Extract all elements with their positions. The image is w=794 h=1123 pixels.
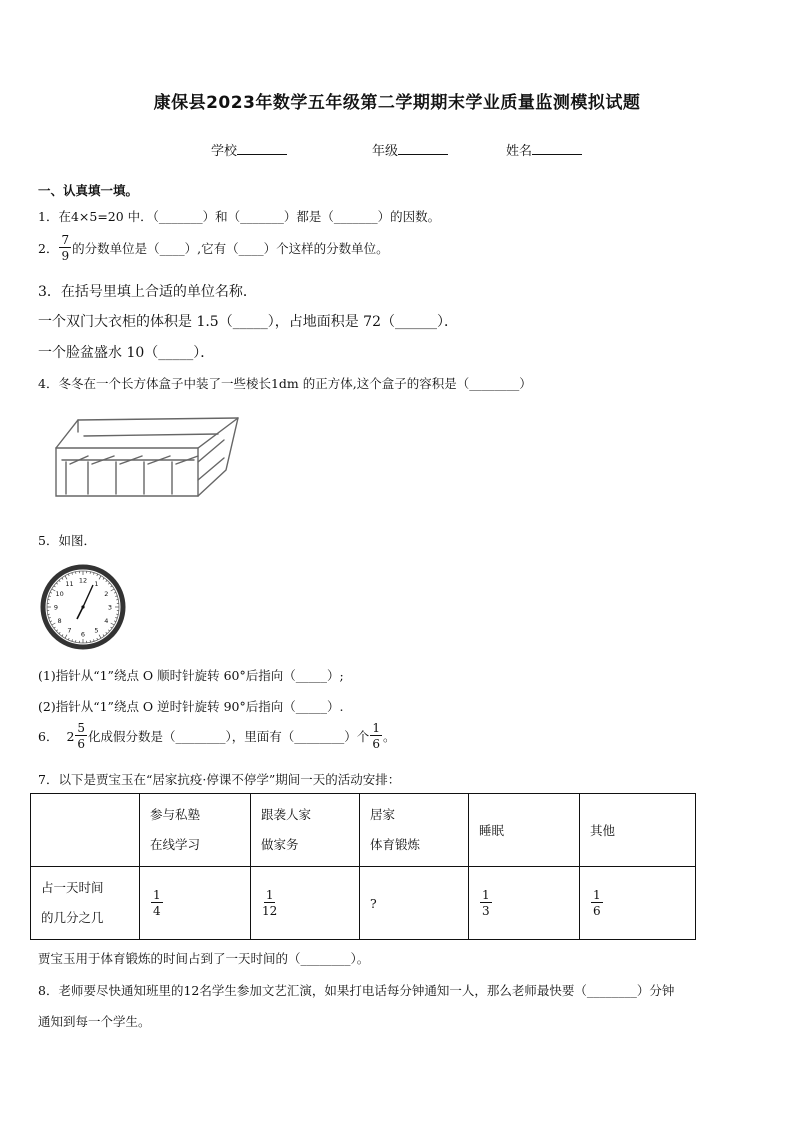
- clock-number: 3: [107, 603, 113, 612]
- table-header-cell: [580, 794, 696, 867]
- clock-number: 6: [80, 630, 86, 639]
- grade-label: 年级: [372, 144, 399, 159]
- table-header-cell: [251, 794, 360, 867]
- q6-end: 。: [382, 729, 396, 744]
- question-8-line-2: 通知到每一个学生。: [38, 1014, 151, 1029]
- question-6: [38, 722, 395, 750]
- cell-numerator: 1: [265, 888, 274, 902]
- question-5-sub-2: (2)指针从“1”绕点 O 逆时针旋转 90°后指向（_____）.: [38, 699, 344, 714]
- header-line: 居家: [370, 807, 396, 822]
- q2-fraction: [59, 234, 71, 262]
- clock-number: 12: [78, 576, 88, 585]
- q6-number: 6．: [38, 729, 59, 744]
- header-line: 做家务: [261, 837, 299, 852]
- name-field[interactable]: [506, 140, 582, 159]
- table-cell: [469, 867, 580, 940]
- q6-text: 化成假分数是（________），里面有（________）个: [88, 729, 370, 744]
- header-line: 跟袭人家: [261, 807, 312, 822]
- table-row-label: [31, 867, 140, 940]
- cell-fraction: [151, 889, 163, 917]
- q2-text: 的分数单位是（____）,它有（____）个这样的分数单位。: [72, 241, 389, 256]
- row-label-line: 占一天时间: [41, 880, 104, 895]
- cell-numerator: 1: [593, 888, 601, 902]
- page-title: 康保县2023年数学五年级第二学期期末学业质量监测模拟试题: [153, 93, 641, 113]
- clock-number: 8: [57, 616, 62, 625]
- box-figure: [48, 410, 248, 502]
- cell-numerator: 1: [153, 888, 161, 902]
- header-line: 睡眠: [479, 823, 505, 838]
- table-cell[interactable]: [360, 867, 469, 940]
- school-label: 学校: [211, 144, 238, 159]
- activity-table: [30, 793, 696, 940]
- row-label-line: 的几分之几: [41, 910, 104, 925]
- header-line: 在线学习: [150, 837, 201, 852]
- school-field[interactable]: [211, 140, 287, 159]
- question-7: 7．以下是贾宝玉在“居家抗疫·停课不停学”期间一天的活动安排：: [38, 772, 401, 787]
- clock-number: 7: [67, 626, 72, 635]
- unknown-value: ?: [370, 895, 377, 911]
- cell-fraction: [480, 889, 492, 917]
- grade-blank[interactable]: [398, 142, 448, 155]
- table-cell: [140, 867, 251, 940]
- question-3-line-2: 一个双门大衣柜的体积是 1.5（_____），占地面积是 72（______）．: [38, 314, 458, 330]
- cell-denominator: 3: [482, 904, 490, 918]
- clock-icon: [39, 563, 127, 651]
- clock-number: 5: [94, 626, 99, 635]
- question-3-line-3: 一个脸盆盛水 10（_____）．: [38, 345, 215, 361]
- q6-denominator: 6: [77, 737, 86, 751]
- school-blank[interactable]: [237, 142, 287, 155]
- header-line: 参与私塾: [150, 807, 201, 822]
- table-row: [31, 867, 696, 940]
- clock-number: 4: [104, 616, 109, 625]
- q6-denominator-2: 6: [372, 737, 380, 751]
- q2-numerator: 7: [61, 233, 70, 247]
- table-cell: [251, 867, 360, 940]
- cell-denominator: 12: [262, 904, 278, 918]
- q6-whole: 2: [66, 728, 75, 744]
- q6-numerator-2: 1: [372, 721, 380, 735]
- clock-number: 11: [65, 579, 74, 588]
- question-3-title: 3．在括号里填上合适的单位名称．: [38, 284, 257, 300]
- q2-denominator: 9: [61, 249, 70, 263]
- grade-field[interactable]: [372, 140, 448, 159]
- q2-number: 2．: [38, 241, 59, 256]
- header-line: 其他: [590, 823, 616, 838]
- table-header-cell: [360, 794, 469, 867]
- name-blank[interactable]: [532, 142, 582, 155]
- cell-denominator: 6: [593, 904, 601, 918]
- clock-number: 1: [94, 579, 99, 588]
- q6-fraction: [75, 722, 87, 750]
- question-7-footnote: 贾宝玉用于体育锻炼的时间占到了一天时间的（________）。: [38, 951, 370, 966]
- name-label: 姓名: [506, 144, 533, 159]
- cell-denominator: 4: [153, 904, 161, 918]
- header-line: 体育锻炼: [370, 837, 421, 852]
- q6-numerator: 5: [77, 721, 86, 735]
- q6-fraction-2: [370, 722, 382, 750]
- section-heading: 一、认真填一填。: [38, 183, 139, 198]
- table-header-cell: [140, 794, 251, 867]
- question-4: 4．冬冬在一个长方体盒子中装了一些棱长1dm 的正方体,这个盒子的容积是（________）: [38, 376, 532, 391]
- clock-number: 2: [104, 589, 109, 598]
- table-header-cell: [469, 794, 580, 867]
- clock-number: 10: [55, 589, 64, 598]
- cell-fraction: [591, 889, 603, 917]
- question-5-sub-1: (1)指针从“1”绕点 O 顺时针旋转 60°后指向（_____）;: [38, 668, 344, 683]
- question-1: 1．在4×5=20 中．（_______）和（_______）都是（_______）的因数。: [38, 209, 441, 224]
- table-cell: [580, 867, 696, 940]
- question-5: 5．如图．: [38, 533, 96, 548]
- table-header-row: [31, 794, 696, 867]
- cell-fraction: [262, 889, 277, 917]
- cell-numerator: 1: [482, 888, 490, 902]
- clock-number: 9: [53, 603, 59, 612]
- question-8-line-1: 8．老师要尽快通知班里的12名学生参加文艺汇演，如果打电话每分钟通知一人，那么老师最快要（________）分钟: [38, 983, 675, 998]
- question-2: [38, 234, 389, 262]
- table-header-cell: [31, 794, 140, 867]
